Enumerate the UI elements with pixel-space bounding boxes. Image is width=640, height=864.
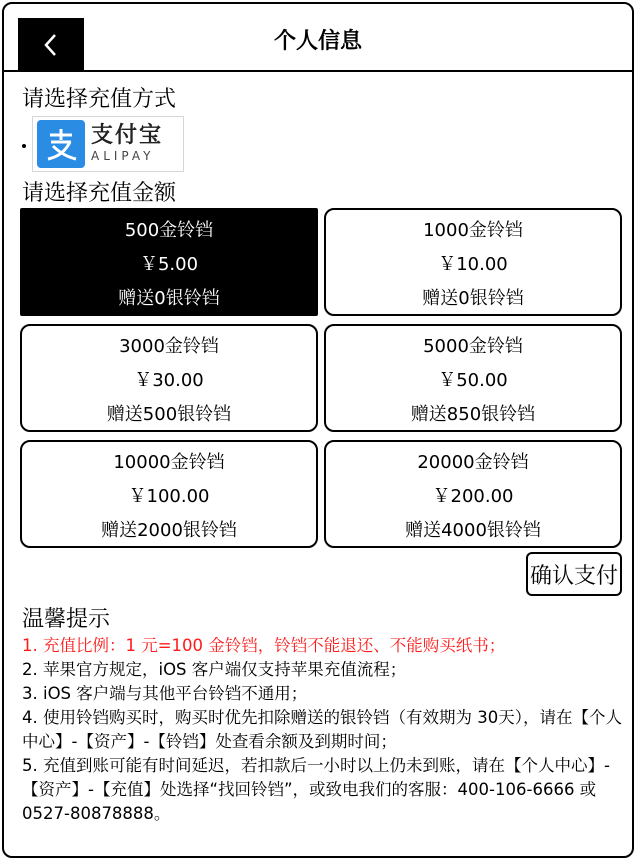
option-coins: 5000金铃铛: [423, 336, 523, 357]
tip-item: 4. 使用铃铛购买时，购买时优先扣除赠送的银铃铛（有效期为 30天），请在【个人中心】-【资产】-【铃铛】处查看余额及到期时间；: [22, 708, 622, 751]
amount-option-500[interactable]: [20, 208, 318, 316]
option-bonus: 赠送500银铃铛: [106, 404, 232, 425]
option-bonus: 赠送4000银铃铛: [405, 520, 541, 541]
page-title: 个人信息: [273, 29, 362, 54]
amount-option-5000[interactable]: [324, 324, 622, 432]
option-bonus: 赠送0银铃铛: [422, 288, 524, 309]
option-bonus: 赠送0银铃铛: [118, 288, 220, 309]
tip-item: 3. iOS 客户端与其他平台铃铛不通用；: [22, 684, 308, 703]
tip-item: 5. 充值到账可能有时间延迟，若扣款后一小时以上仍未到账，请在【个人中心】-【资产】-【充值】处选择“找回铃铛”，或致电我们的客服：400-106-6666 或 0527-80878888。: [22, 756, 610, 823]
option-coins: 3000金铃铛: [119, 336, 219, 357]
alipay-cn-label: 支付宝: [91, 123, 164, 148]
option-bonus: 赠送850银铃铛: [410, 404, 536, 425]
option-price: ￥200.00: [432, 486, 514, 507]
payment-method-option[interactable]: [22, 116, 184, 172]
option-coins: 20000金铃铛: [417, 452, 529, 473]
amount-label: 请选择充值金额: [22, 181, 177, 206]
amount-option-10000[interactable]: [20, 440, 318, 548]
header-bar: [4, 4, 632, 72]
confirm-payment-button[interactable]: 确认支付: [526, 552, 622, 596]
option-price: ￥5.00: [139, 254, 199, 275]
tip-item: 1. 充值比例：1 元=100 金铃铛，铃铛不能退还、不能购买纸书；: [22, 636, 506, 655]
tip-item: 2. 苹果官方规定，iOS 客户端仅支持苹果充值流程；: [22, 660, 407, 679]
app-frame: [2, 2, 634, 858]
payment-method-label: 请选择充值方式: [22, 87, 177, 112]
alipay-logo-icon: [37, 120, 85, 168]
option-price: ￥100.00: [128, 486, 210, 507]
amount-option-20000[interactable]: [324, 440, 622, 548]
radio-dot: [22, 144, 26, 148]
option-coins: 1000金铃铛: [423, 220, 523, 241]
tips-list: [22, 634, 622, 826]
option-bonus: 赠送2000银铃铛: [101, 520, 237, 541]
option-coins: 500金铃铛: [124, 220, 214, 241]
option-price: ￥10.00: [438, 254, 508, 275]
tips-title: 温馨提示: [22, 607, 111, 632]
alipay-en-label: ALIPAY: [91, 149, 155, 163]
alipay-logo[interactable]: [32, 116, 184, 172]
option-coins: 10000金铃铛: [113, 452, 225, 473]
amount-option-3000[interactable]: [20, 324, 318, 432]
option-price: ￥30.00: [134, 370, 204, 391]
amount-option-1000[interactable]: [324, 208, 622, 316]
amount-options-grid: [20, 208, 622, 548]
option-price: ￥50.00: [438, 370, 508, 391]
